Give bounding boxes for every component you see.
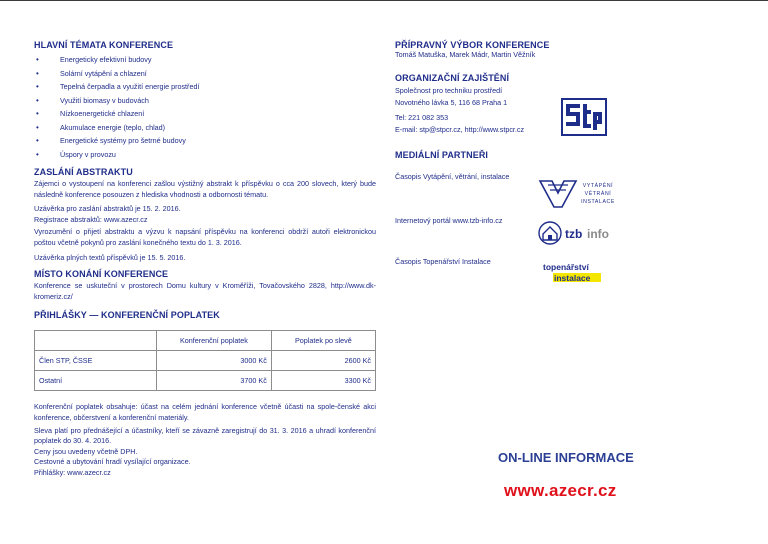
vvi-logo-line: INSTALACE bbox=[581, 199, 615, 205]
committee-members: Tomáš Matuška, Marek Mádr, Martin Věžník bbox=[395, 50, 536, 59]
topic-item: • Akumulace energie (teplo, chlad) bbox=[34, 121, 376, 135]
topic-item: • Solární vytápění a chlazení bbox=[34, 67, 376, 81]
vvi-logo-line: VĚTRÁNÍ bbox=[584, 191, 612, 197]
fee-heading: PŘIHLÁŠKY — KONFERENČNÍ POPLATEK bbox=[34, 310, 220, 321]
topic-item: • Využití biomasy v budovách bbox=[34, 94, 376, 108]
fulltext-deadline: Uzávěrka plných textů příspěvků je 15. 5. 2016. bbox=[34, 252, 186, 262]
website-url-link[interactable]: www.azecr.cz bbox=[504, 481, 617, 500]
abstract-deadline: Uzávěrka pro zaslání abstraktů je 15. 2. 2016. bbox=[34, 204, 181, 214]
tzb-logo-main: tzb bbox=[565, 227, 583, 241]
topic-item: • Energetické systémy pro šetrné budovy bbox=[34, 134, 376, 148]
stp-logo bbox=[561, 98, 607, 141]
topic-item: • Nízkoenergetické chlazení bbox=[34, 107, 376, 121]
venue-text: Konference se uskuteční v prostorech Domu kultury v Kroměříži, Tovačovského 2828, http://www.dk-kromeriz.cz/ bbox=[34, 281, 376, 301]
fee-cell: 2600 Kč bbox=[271, 351, 375, 371]
fee-cell: 3300 Kč bbox=[271, 371, 375, 391]
fee-cell: Ostatní bbox=[35, 371, 157, 391]
topics-heading: HLAVNÍ TÉMATA KONFERENCE bbox=[34, 40, 174, 50]
committee-heading: PŘÍPRAVNÝ VÝBOR KONFERENCE bbox=[395, 40, 550, 50]
applications-link[interactable]: Přihlášky: www.azecr.cz bbox=[34, 467, 111, 477]
right-column bbox=[395, 40, 655, 300]
tzb-logo-sub: info bbox=[587, 227, 609, 241]
org-line: Společnost pro techniku prostředí bbox=[395, 85, 503, 95]
fee-includes-text: Konferenční poplatek obsahuje: účast na celém jednání konference včetně účasti na spole-čenské akci konference, občerstvení a konferenční materiály. bbox=[34, 402, 376, 422]
topic-item: • Tepelná čerpadla a využití energie prostředí bbox=[34, 80, 376, 94]
org-line: Tel: 221 082 353 bbox=[395, 112, 449, 122]
topics-list bbox=[34, 53, 376, 161]
fee-header-cell bbox=[35, 331, 157, 351]
venue-heading: MÍSTO KONÁNÍ KONFERENCE bbox=[34, 269, 169, 280]
partner-label-topenarstvi: Časopis Topenářství Instalace bbox=[395, 256, 491, 266]
fee-table-row bbox=[35, 371, 376, 391]
org-line: Novotného lávka 5, 116 68 Praha 1 bbox=[395, 98, 508, 108]
tzb-info-logo bbox=[538, 219, 618, 252]
discount-note: Sleva platí pro přednášející a účastníky, kteří se závazně zaregistrují do 31. 3. 2016 a uhradí konferenční poplatek do 30. 4. 2016. bbox=[34, 425, 376, 446]
partner-label-tzb: Internetový portál www.tzb-info.cz bbox=[395, 215, 503, 225]
vat-note: Ceny jsou uvedeny včetně DPH. bbox=[34, 446, 138, 456]
topic-item: • Úspory v provozu bbox=[34, 148, 376, 162]
left-column bbox=[34, 40, 376, 479]
online-info-heading: ON-LINE INFORMACE bbox=[498, 450, 634, 465]
fee-cell: 3000 Kč bbox=[157, 351, 272, 371]
fee-header-cell: Konferenční poplatek bbox=[157, 331, 272, 351]
vvi-logo bbox=[538, 177, 620, 214]
abstract-registration: Registrace abstraktů: www.azecr.cz bbox=[34, 214, 148, 224]
topenarstvi-logo bbox=[542, 261, 606, 290]
fee-table-row bbox=[35, 351, 376, 371]
travel-note: Cestovné a ubytování hradí vysílající organizace. bbox=[34, 457, 191, 467]
vvi-logo-line: VYTÁPĚNÍ bbox=[582, 183, 614, 189]
topen-logo-top: topenářství bbox=[543, 262, 589, 272]
topen-logo-bottom: instalace bbox=[554, 273, 591, 283]
org-line: E-mail: stp@stpcr.cz, http://www.stpcr.cz bbox=[395, 125, 525, 135]
fee-cell: 3700 Kč bbox=[157, 371, 272, 391]
top-border-line bbox=[0, 0, 768, 1]
fee-table bbox=[34, 330, 376, 391]
abstract-heading: ZASLÁNÍ ABSTRAKTU bbox=[34, 167, 133, 177]
partner-label-vvi: Časopis Vytápění, větrání, instalace bbox=[395, 171, 510, 181]
fee-header-cell: Poplatek po slevě bbox=[271, 331, 375, 351]
media-heading: MEDIÁLNÍ PARTNEŘI bbox=[395, 149, 489, 160]
abstract-notice: Vyrozumění o přijetí abstraktu a výzvu k napsání příspěvku na konferenci obdrží autoři elektronickou poštou včetně pokynů pro zaslání konečného textu do 1. 3. 2016. bbox=[34, 227, 376, 247]
org-heading: ORGANIZAČNÍ ZAJIŠTĚNÍ bbox=[395, 72, 510, 83]
topic-item: • Energeticky efektivní budovy bbox=[34, 53, 376, 67]
abstract-text: Zájemci o vystoupení na konferenci zašlou výstižný abstrakt k příspěvku o cca 200 slovech, který bude následně konference posouzen z hlediska vhodnosti a odbornosti tématu. bbox=[34, 179, 376, 199]
fee-cell: Člen STP, ČSSE bbox=[35, 351, 157, 371]
fee-table-header-row bbox=[35, 331, 376, 351]
